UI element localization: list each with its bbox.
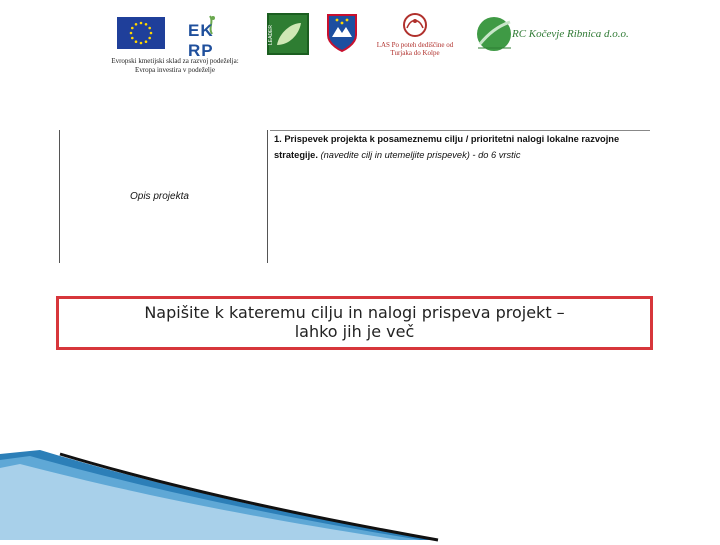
instruction-note-text bbox=[59, 303, 650, 341]
instruction-note-box bbox=[56, 296, 653, 350]
form-question-text: 1. Prispevek projekta k posameznemu cilju / prioritetni nalogi lokalne razvojne strategije. bbox=[274, 134, 620, 160]
eu-flag-logo bbox=[117, 17, 165, 49]
ekrp-logo bbox=[186, 14, 242, 60]
instruction-note-line-1: Napišite k kateremu cilju in nalogi prispeva projekt – bbox=[144, 303, 565, 322]
decorative-swoosh bbox=[0, 450, 440, 545]
funding-line-2: Evropa investira v podeželje bbox=[135, 66, 215, 74]
funding-line-1: Evropski kmetijski sklad za razvoj podeželja: bbox=[111, 57, 239, 65]
ekrp-text: EK RP bbox=[188, 21, 214, 60]
las-logo bbox=[371, 12, 459, 60]
form-border-left bbox=[59, 130, 60, 263]
leader-logo bbox=[267, 13, 309, 55]
form-question bbox=[274, 131, 626, 163]
slovenia-coat-of-arms-logo bbox=[326, 13, 358, 53]
rc-caption: RC Kočevje Ribnica d.o.o. bbox=[512, 28, 629, 40]
funding-caption bbox=[100, 57, 250, 75]
form-question-hint: (navedite cilj in utemeljite prispevek) - do 6 vrstic bbox=[320, 150, 521, 160]
las-caption: LAS Po poteh dediščine od Turjaka do Kolpe bbox=[376, 41, 454, 57]
row-label-opis-projekta: Opis projekta bbox=[130, 191, 189, 202]
instruction-note-line-2: lahko jih je več bbox=[294, 322, 415, 341]
svg-text:LEADER: LEADER bbox=[268, 24, 274, 45]
rc-kocevje-ribnica-logo bbox=[474, 14, 629, 56]
form-column-divider bbox=[267, 130, 268, 263]
